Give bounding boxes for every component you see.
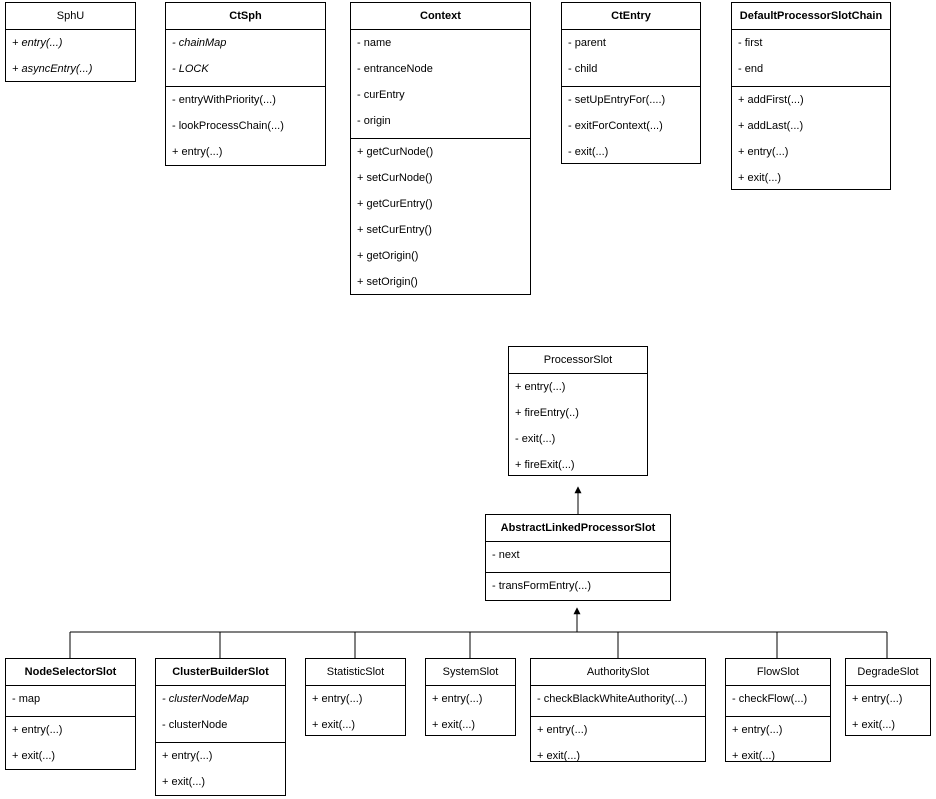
class-method: + entry(...) [432,693,483,705]
class-title: ClusterBuilderSlot [156,659,285,686]
class-method: - exit(...) [568,146,609,158]
class-method: + entry(...) [12,37,63,49]
methods-section [426,686,515,742]
class-method: + entry(...) [162,750,213,762]
class-sphu[interactable] [5,2,136,82]
class-method: + fireExit(...) [515,459,575,471]
class-default-processor-slot-chain[interactable] [731,2,891,190]
class-attribute: - name [357,37,392,49]
class-method: - lookProcessChain(...) [172,120,284,132]
class-method: + getCurNode() [357,146,434,158]
methods-section [732,87,890,195]
class-method: - exitForContext(...) [568,120,663,132]
class-attribute: - clusterNode [162,719,228,731]
class-method: + fireEntry(..) [515,407,579,419]
methods-section [351,139,530,299]
class-flow-slot[interactable] [725,658,831,762]
methods-section [6,717,135,773]
class-method: + exit(...) [432,719,476,731]
class-attribute: - clusterNodeMap [162,693,249,705]
methods-section [166,87,325,169]
class-attribute: - entranceNode [357,63,433,75]
class-method: + exit(...) [852,719,896,731]
class-method: + exit(...) [537,750,581,762]
class-title: AbstractLinkedProcessorSlot [486,515,670,542]
class-method: + entry(...) [172,146,223,158]
class-method: + entry(...) [537,724,588,736]
class-method: + entry(...) [852,693,903,705]
class-title: Context [351,3,530,30]
class-attribute: - checkBlackWhiteAuthority(...) [537,693,688,705]
class-method: - exit(...) [515,433,556,445]
class-method: + asyncEntry(...) [12,63,93,75]
class-title: DegradeSlot [846,659,930,686]
methods-section [486,573,670,603]
class-method: + getOrigin() [357,250,419,262]
class-method: + entry(...) [732,724,783,736]
class-method: - setUpEntryFor(....) [568,94,666,106]
methods-section [509,374,647,482]
class-title: CtEntry [562,3,700,30]
methods-section [6,30,135,86]
class-attribute: - LOCK [172,63,209,75]
class-attribute: - chainMap [172,37,227,49]
attributes-section [156,686,285,743]
class-method: + exit(...) [738,172,782,184]
class-title: NodeSelectorSlot [6,659,135,686]
class-attribute: - next [492,549,520,561]
class-method: + setOrigin() [357,276,418,288]
class-attribute: - first [738,37,763,49]
methods-section [562,87,700,169]
class-ctsph[interactable] [165,2,326,166]
attributes-section [732,30,890,87]
class-title: ProcessorSlot [509,347,647,374]
class-method: + entry(...) [515,381,566,393]
class-title: DefaultProcessorSlotChain [732,3,890,30]
class-method: + exit(...) [12,750,56,762]
class-method: + addFirst(...) [738,94,804,106]
class-attribute: - curEntry [357,89,405,101]
class-title: FlowSlot [726,659,830,686]
methods-section [306,686,405,742]
class-title: AuthoritySlot [531,659,705,686]
class-cluster-builder-slot[interactable] [155,658,286,796]
methods-section [531,717,705,773]
class-attribute: - checkFlow(...) [732,693,808,705]
class-method: + exit(...) [162,776,206,788]
class-system-slot[interactable] [425,658,516,736]
class-attribute: - map [12,693,41,705]
class-authority-slot[interactable] [530,658,706,762]
attributes-section [166,30,325,87]
class-context[interactable] [350,2,531,295]
class-method: + addLast(...) [738,120,804,132]
attributes-section [726,686,830,717]
class-processor-slot[interactable] [508,346,648,476]
class-method: - transFormEntry(...) [492,580,592,592]
class-attribute: - child [568,63,598,75]
attributes-section [531,686,705,717]
class-method: + getCurEntry() [357,198,433,210]
methods-section [726,717,830,773]
attributes-section [351,30,530,139]
methods-section [156,743,285,799]
class-title: CtSph [166,3,325,30]
class-attribute: - origin [357,115,391,127]
attributes-section [562,30,700,87]
class-method: + setCurNode() [357,172,433,184]
class-method: + entry(...) [12,724,63,736]
class-method: + exit(...) [312,719,356,731]
class-title: StatisticSlot [306,659,405,686]
class-abstract-linked-processor-slot[interactable] [485,514,671,601]
class-node-selector-slot[interactable] [5,658,136,770]
attributes-section [6,686,135,717]
class-attribute: - parent [568,37,606,49]
class-method: + entry(...) [312,693,363,705]
class-statistic-slot[interactable] [305,658,406,736]
class-ctentry[interactable] [561,2,701,164]
class-method: - entryWithPriority(...) [172,94,276,106]
methods-section [846,686,930,742]
class-attribute: - end [738,63,764,75]
class-title: SystemSlot [426,659,515,686]
class-title: SphU [6,3,135,30]
class-method: + exit(...) [732,750,776,762]
class-method: + setCurEntry() [357,224,432,236]
class-method: + entry(...) [738,146,789,158]
class-degrade-slot[interactable] [845,658,931,736]
attributes-section [486,542,670,573]
